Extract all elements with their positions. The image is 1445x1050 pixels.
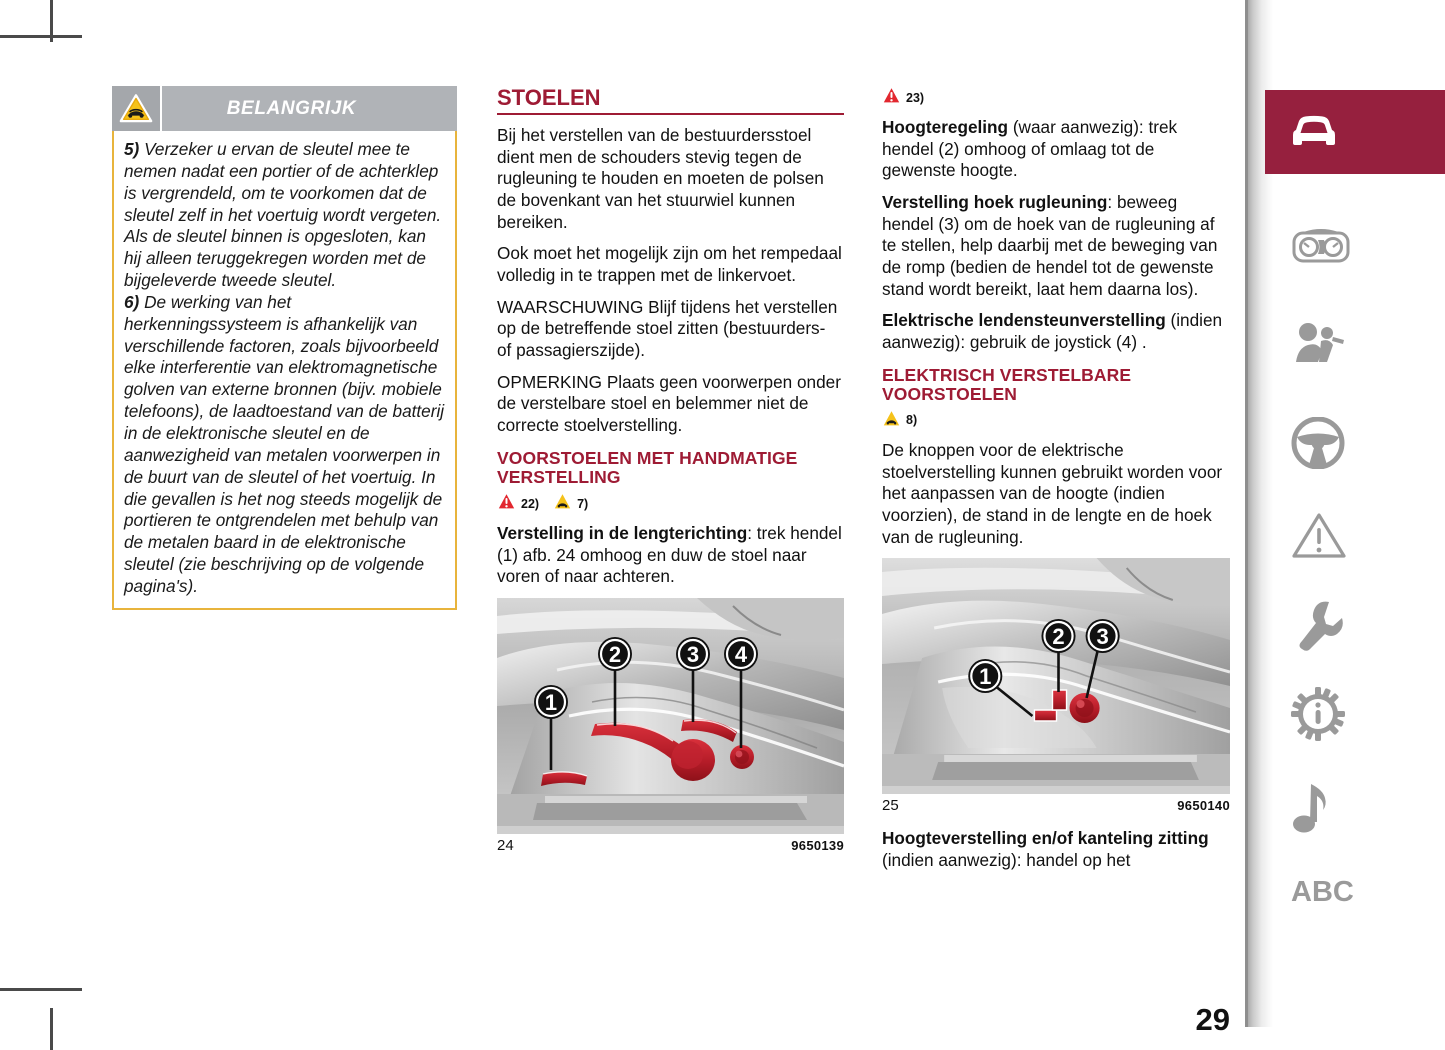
note-reference-row: [497, 492, 844, 515]
sidebar-item-steering[interactable]: [1273, 403, 1445, 487]
crop-mark-bottom-left-h: [0, 988, 82, 991]
svg-text:1: 1: [979, 664, 992, 690]
note-reference-row: [882, 86, 1230, 109]
figure-number: 25: [882, 797, 899, 815]
note-reference: 7): [577, 496, 589, 511]
sidebar-item-maintenance[interactable]: [1273, 585, 1445, 669]
svg-text:2: 2: [608, 642, 622, 668]
crop-mark-top-left-h: [0, 35, 82, 38]
yellow-car-slip-warning-icon: [112, 86, 162, 131]
seat-height-tilt-paragraph: [882, 828, 1230, 871]
seats-column: [497, 86, 844, 854]
body-paragraph: De knoppen voor de elektrische stoelverstelling kunnen gebruikt worden voor het aanpassen van de hoogte (indien voorzien), de stand in de lengte en de hoek van de rugleuning.: [882, 439, 1223, 547]
body-paragraph: Ook moet het mogelijk zijn om het rempedaal volledig in te trappen met de linkervoet.: [497, 243, 842, 286]
lengthwise-adjustment-paragraph: [497, 523, 844, 588]
svg-text:4: 4: [734, 642, 748, 668]
red-triangle-warning-icon: [882, 86, 901, 109]
figure-25: [882, 558, 1230, 814]
note-reference: 8): [906, 413, 918, 428]
figure-24: [497, 598, 844, 854]
wrench-icon: [1291, 599, 1343, 656]
backrest-angle-text: : beweeg hendel (3) om de hoek van de rugleuning af te stellen, help daarbij met de beweging van de romp (bedien de hendel tot de gewenste stand wordt bereikt, laat hem daarna los).: [882, 192, 1218, 299]
body-paragraph: WAARSCHUWING Blijf tijdens het verstellen op de betreffende stoel zitten (bestuurders- of passagierszijde).: [497, 296, 838, 361]
sidebar-item-warnings[interactable]: [1273, 495, 1445, 579]
note-reference-row: [882, 409, 1230, 432]
note-reference: 22): [521, 496, 540, 511]
figure-code: 9650140: [1177, 798, 1230, 814]
sidebar-item-index[interactable]: [1273, 850, 1445, 934]
page-title: STOELEN: [497, 85, 601, 110]
warning-box-title: BELANGRIJK: [226, 97, 357, 119]
backrest-angle-paragraph: [882, 192, 1230, 300]
body-paragraph: OPMERKING Plaats geen voorwerpen onder de verstelbare stoel en belemmer niet de correcte stoelverstelling.: [497, 371, 841, 436]
warning-item: [124, 292, 445, 598]
seat-height-tilt-text: (indien aanwezig): handel op het: [882, 849, 1131, 870]
sidebar-item-dashboard[interactable]: [1273, 207, 1445, 291]
warning-box-header: [112, 86, 457, 131]
section-rule: [497, 113, 844, 115]
car-front-icon: [1283, 109, 1345, 156]
figure-caption: [882, 797, 1230, 814]
lumbar-support-label: Elektrische lendensteunverstelling: [882, 310, 1166, 331]
manual-seat-adjustment-levers-photo: [497, 598, 844, 834]
subsection-title-manual-seats: VOORSTOELEN MET HANDMATIGE VERSTELLING: [497, 447, 798, 488]
sidebar-item-multimedia[interactable]: [1273, 768, 1445, 852]
lumbar-support-text: (indien aanwezig): gebruik de joystick (4) .: [882, 310, 1223, 353]
svg-text:3: 3: [686, 642, 700, 668]
lumbar-support-paragraph: [882, 310, 1230, 353]
backrest-angle-label: Verstelling hoek rugleuning: [882, 192, 1108, 213]
height-adjustment-text: (waar aanwezig): trek hendel (2) omhoog of omlaag tot de gewenste hoogte.: [882, 117, 1178, 181]
warning-item-text: Verzeker u ervan de sleutel mee te nemen nadat een portier of de achterklep is vergrendeld, om te voorkomen dat de sleutel zelf in het voertuig wordt vergeten. Als de sleutel binnen is opgesloten, kan hij alleen teruggekregen worden met de bijgeleverde tweede sleutel.: [124, 139, 442, 291]
svg-text:1: 1: [544, 690, 558, 716]
sidebar-item-tech-info[interactable]: [1273, 674, 1445, 758]
power-seats-column: 23) Hoogteregeling (waar aanwezig): trek hendel (2) omhoog of omlaag tot de gewenste hoogte. Verstelling hoek rugleuning: beweeg hendel (3) om de hoek van de rugleuning af te stellen, help daarbij met de beweging van de romp (bedien de hendel tot de gewenste stand wordt bereikt, laat hem daarna los). Elektrische lendensteunverstelling (indien aanwezig): gebruik de joystick (4) . ELEKTRISCH VERSTELBARE VOORSTOELEN 8) De knoppen voor de elektrische stoelverstelling kunnen gebruikt worden voor het aanpassen van de hoogte (indien voorzien), de stand in de lengte en de hoek van de rugleuning. 1 2 3 25 9650140 Hoogteverstelling en/of kanteling zitting (indien aanwezig): handel op het 29: [882, 86, 1230, 882]
gear-info-icon: [1291, 687, 1345, 746]
red-triangle-warning-icon: [497, 492, 516, 515]
figure-number: 24: [497, 837, 514, 855]
seat-height-tilt-label: Hoogteverstelling en/of kanteling zitting: [882, 828, 1209, 849]
yellow-car-slip-warning-icon: [882, 409, 901, 432]
warning-triangle-icon: [1291, 511, 1347, 564]
abc-index-icon: ABC: [1291, 875, 1354, 908]
crop-mark-bottom-left-v: [50, 1008, 53, 1050]
lengthwise-adjustment-label: Verstelling in de lengterichting: [497, 523, 748, 544]
dashboard-gauges-icon: [1291, 227, 1351, 272]
body-paragraph: Bij het verstellen van de bestuurdersstoel dient men de schouders stevig tegen de rugleuning te houden en moeten de polsen de bovenkant van het stuurwiel kunnen bereiken.: [497, 125, 824, 232]
music-note-icon: [1291, 782, 1331, 839]
lengthwise-adjustment-text: : trek hendel (1) afb. 24 omhoog en duw de stoel naar voren of naar achteren.: [497, 523, 842, 587]
sidebar-item-safety[interactable]: [1273, 303, 1445, 387]
important-warning-column: [112, 86, 457, 610]
warning-item: [124, 139, 445, 292]
chapter-sidebar: [1245, 0, 1445, 1027]
height-adjustment-label: Hoogteregeling: [882, 117, 1009, 137]
power-seat-adjustment-switches-photo: [882, 558, 1230, 794]
sidebar-item-car-front[interactable]: [1265, 90, 1445, 174]
note-reference: 23): [906, 90, 925, 105]
subsection-title-power-seats: ELEKTRISCH VERSTELBARE VOORSTOELEN: [882, 364, 1132, 405]
yellow-car-slip-warning-icon: [553, 492, 572, 515]
figure-caption: [497, 837, 844, 854]
svg-text:3: 3: [1096, 624, 1109, 650]
warning-item-text: De werking van het herkenningssysteem is afhankelijk van verschillende factoren, zoals bijvoorbeeld elke interferentie van elektromagnetische golven van externe bronnen (bijv. mobiele telefoons), de laadtoestand van de batterij in de elektronische sleutel en de aanwezigheid van metalen voorwerpen in de buurt van de sleutel of het voertuig. In die gevallen is het nog steeds mogelijk de portieren te ontgrendelen met behulp van de metalen baard in de elektronische sleutel (zie beschrijving op de volgende pagina's).: [124, 291, 445, 596]
warning-box-body: [112, 131, 457, 610]
figure-code: 9650139: [791, 838, 844, 854]
warning-item-marker: 5): [124, 139, 140, 159]
sidebar-edge-line: [1245, 0, 1248, 1027]
steering-wheel-icon: [1291, 417, 1345, 474]
svg-text:2: 2: [1052, 624, 1065, 650]
height-adjustment-paragraph: [882, 117, 1230, 182]
warning-item-marker: 6): [124, 291, 140, 312]
airbag-safety-icon: [1291, 321, 1349, 370]
